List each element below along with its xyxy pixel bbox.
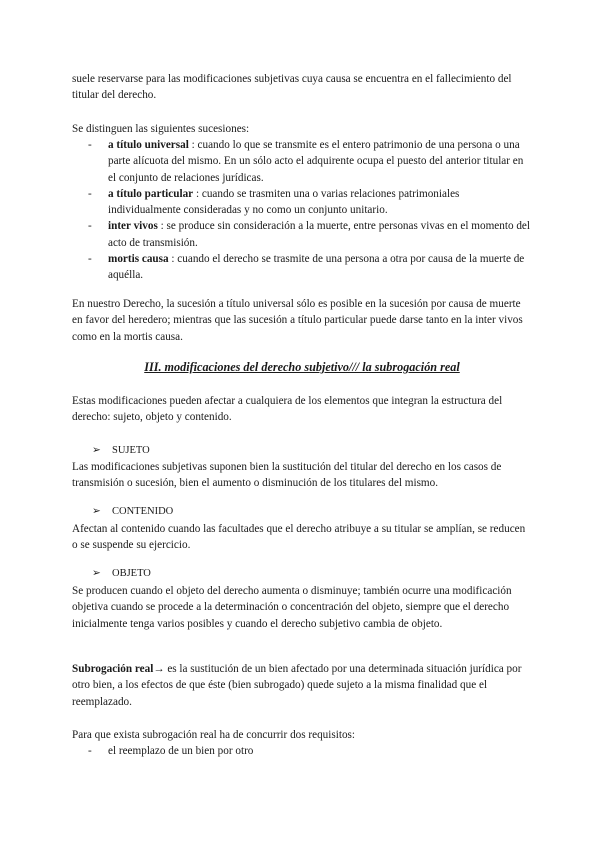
dash-bullet: - bbox=[88, 745, 92, 757]
subheading-label: CONTENIDO bbox=[112, 506, 174, 517]
paragraph-objeto: Se producen cuando el objeto del derecho aumenta o disminuye; también ocurre una modificación objetiva cuando se procede a la determinación o concentración del objeto, siempre que el derecho inicialmente tenga varios posibles y cuando el derecho subjetivo cambia de objeto. bbox=[72, 585, 512, 630]
list-item bbox=[88, 743, 532, 759]
list-item-term: a título particular bbox=[108, 187, 194, 200]
paragraph-requisitos: Para que exista subrogación real ha de concurrir dos requisitos: bbox=[72, 729, 356, 741]
paragraph-contenido: Afectan al contenido cuando las facultades que el derecho atribuye a su titular se amplían, se reducen o se suspende su ejercicio. bbox=[72, 523, 526, 552]
dash-bullet: - bbox=[88, 187, 92, 200]
list-item-text: : se produce sin consideración a la muerte, entre personas vivas en el momento del acto de transmisión. bbox=[108, 220, 530, 249]
list-item-text: el reemplazo de un bien por otro bbox=[108, 745, 254, 757]
subheading-sujeto bbox=[92, 443, 150, 459]
list-item bbox=[88, 218, 532, 251]
arrow-bullet-icon: ➢ bbox=[92, 568, 101, 579]
dash-bullet: - bbox=[88, 253, 92, 266]
list-item-text: : cuando el derecho se trasmite de una persona a otra por causa de la muerte de aquélla. bbox=[108, 253, 525, 282]
list-item bbox=[88, 186, 532, 219]
subheading-label: OBJETO bbox=[112, 568, 151, 579]
paragraph-subrogacion bbox=[72, 661, 532, 710]
paragraph-intro: suele reservarse para las modificaciones subjetivas cuya causa se encuentra en el fallecimiento del titular del derecho. bbox=[72, 73, 512, 102]
list-item bbox=[88, 137, 532, 186]
subheading-objeto bbox=[92, 566, 151, 582]
list-item-term: inter vivos bbox=[108, 220, 158, 233]
paragraph-sucesiones-intro: Se distinguen las siguientes sucesiones: bbox=[72, 123, 250, 135]
sucesiones-list bbox=[88, 137, 532, 284]
dash-bullet: - bbox=[88, 220, 92, 233]
list-item-term: a título universal bbox=[108, 139, 189, 151]
subrogacion-term: Subrogación real→ bbox=[72, 663, 165, 675]
paragraph-sujeto: Las modificaciones subjetivas suponen bien la sustitución del titular del derecho en los casos de transmisión o sucesión, bien el aumento o disminución de los titulares del mismo. bbox=[72, 461, 502, 490]
list-item-text: : cuando lo que se transmite es el entero patrimonio de una persona o una parte alícuota del mismo. En un sólo acto el adquirente ocupa el puesto del anterior titular en el conjunto de relaciones jurídicas. bbox=[108, 139, 524, 184]
list-item-text: : cuando se trasmiten una o varias relaciones patrimoniales individualmente consideradas y no como un conjunto unitario. bbox=[108, 187, 460, 217]
paragraph-derecho: En nuestro Derecho, la sucesión a título universal sólo es posible en la sucesión por causa de muerte en favor del heredero; mientras que las sucesión a título particular puede darse tanto en la inter vivos como en la mortis causa. bbox=[72, 298, 523, 343]
arrow-bullet-icon: ➢ bbox=[92, 506, 101, 517]
subheading-label: SUJETO bbox=[112, 445, 150, 456]
subrogacion-text: es la sustitución de un bien afectado por una determinada situación jurídica por otro bien, a los efectos de que éste (bien subrogado) quede sujeto a la misma finalidad que el reemplazado. bbox=[72, 663, 522, 708]
section-heading: III. modificaciones del derecho subjetivo/// la subrogación real bbox=[144, 360, 460, 374]
requisitos-list bbox=[88, 743, 532, 759]
arrow-bullet-icon: ➢ bbox=[92, 445, 101, 456]
list-item bbox=[88, 251, 532, 284]
dash-bullet: - bbox=[88, 139, 92, 151]
list-item-term: mortis causa bbox=[108, 253, 169, 266]
paragraph-modificaciones: Estas modificaciones pueden afectar a cualquiera de los elementos que integran la estructura del derecho: sujeto, objeto y contenido. bbox=[72, 395, 503, 424]
subheading-contenido bbox=[92, 504, 173, 520]
